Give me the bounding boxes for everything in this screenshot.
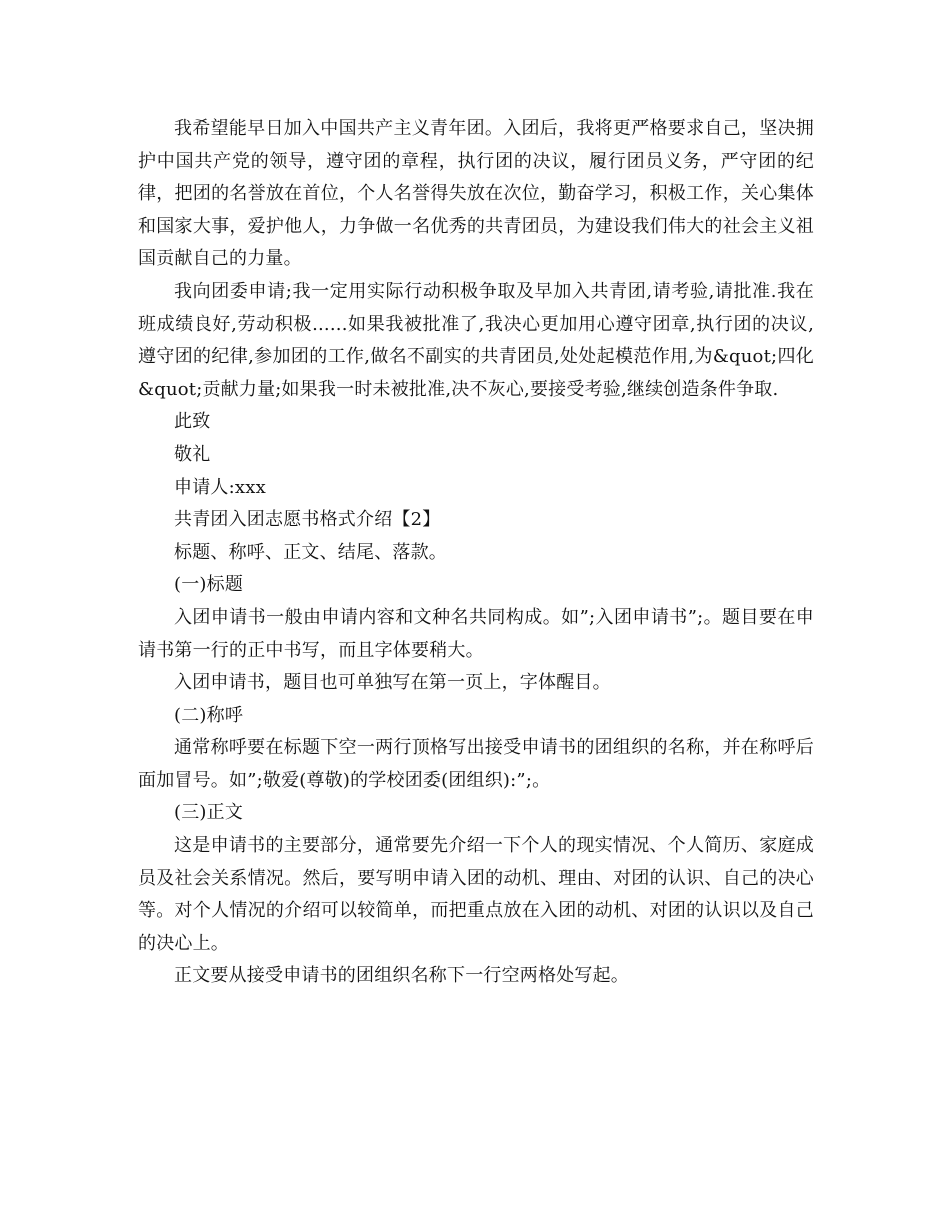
paragraph-title-note: 入团申请书，题目也可单独写在第一页上，字体醒目。 xyxy=(174,672,611,694)
closing-salutation: 此致 xyxy=(174,411,211,433)
section-heading-format: 共青团入团志愿书格式介绍【2】 xyxy=(174,509,441,531)
subheading-title: (一)标题 xyxy=(174,574,244,596)
closing-regards: 敬礼 xyxy=(174,443,211,465)
paragraph-address-desc: 通常称呼要在标题下空一两行顶格写出接受申请书的团组织的名称，并在称呼后面加冒号。如”;敬爱(尊敬)的学校团委(团组织):”;。 xyxy=(138,737,814,791)
paragraph-application: 我向团委申请;我一定用实际行动积极争取及早加入共青团,请考验,请批准.我在班成绩良好,劳动积极......如果我被批准了,我决心更加用心遵守团章,执行团的决议,遵守团的纪律,参加团的工作,做名不副实的共青团员,处处起模范作用,为&quot;四化&quot;贡献力量;如果我一时未被批准,决不灰心,要接受考验,继续创造条件争取. xyxy=(138,280,814,400)
format-parts-list: 标题、称呼、正文、结尾、落款。 xyxy=(174,541,447,563)
paragraph-resolution: 我希望能早日加入中国共产主义青年团。入团后，我将更严格要求自己，坚决拥护中国共产党的领导，遵守团的章程，执行团的决议，履行团员义务，严守团的纪律，把团的名誉放在首位，个人名誉得失放在次位，勤奋学习，积极工作，关心集体和国家大事，爱护他人，力争做一名优秀的共青团员，为建设我们伟大的社会主义祖国贡献自己的力量。 xyxy=(138,118,814,270)
document-body xyxy=(138,113,814,993)
subheading-body: (三)正文 xyxy=(174,802,244,824)
applicant-signature: 申请人:xxx xyxy=(174,476,266,498)
subheading-address: (二)称呼 xyxy=(174,704,244,726)
paragraph-body-note: 正文要从接受申请书的团组织名称下一行空两格处写起。 xyxy=(174,965,629,987)
paragraph-title-desc: 入团申请书一般由申请内容和文种名共同构成。如”;入团申请书”;。题目要在申请书第一行的正中书写，而且字体要稍大。 xyxy=(138,606,814,661)
paragraph-body-desc: 这是申请书的主要部分，通常要先介绍一下个人的现实情况、个人简历、家庭成员及社会关系情况。然后，要写明申请入团的动机、理由、对团的认识、自己的决心等。对个人情况的介绍可以较简单，而把重点放在入团的动机、对团的认识以及自己的决心上。 xyxy=(138,835,814,954)
